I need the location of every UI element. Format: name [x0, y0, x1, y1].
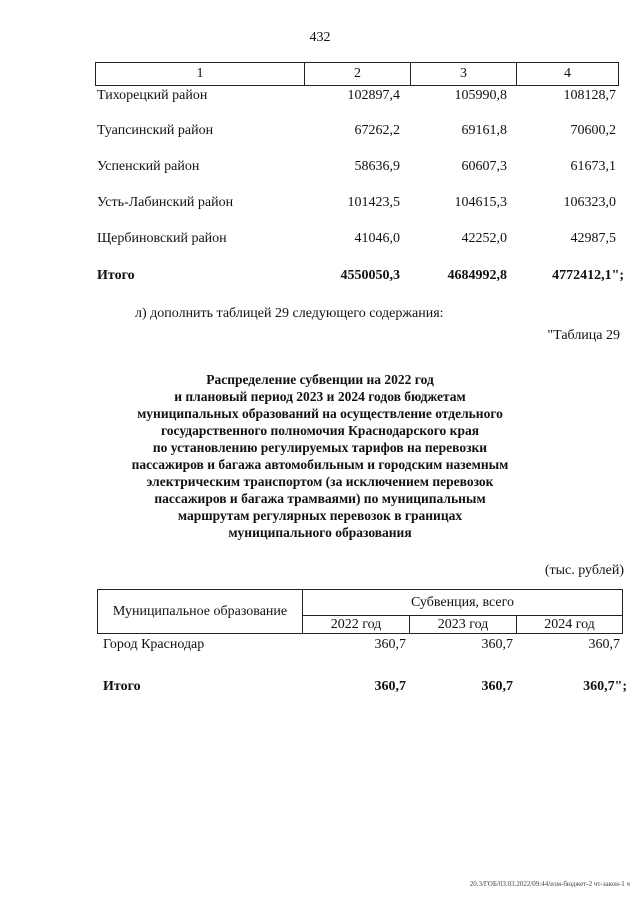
table1-header-col2: 2 [305, 63, 411, 85]
table-row [0, 159, 640, 179]
year-2023-header: 2023 год [410, 616, 517, 633]
value-2022: 58636,9 [354, 159, 400, 174]
title-line: муниципального образования [228, 525, 412, 540]
table-29-title [60, 371, 580, 541]
table1-header-col3: 3 [411, 63, 517, 85]
title-line: и плановый период 2023 и 2024 годов бюджетам [174, 389, 466, 404]
unit-label: (тыс. рублей) [544, 563, 624, 578]
table2-total-row [0, 679, 640, 699]
total-2022: 4550050,3 [340, 268, 400, 283]
value-2022: 102897,4 [347, 88, 400, 103]
year-2022-header: 2022 год [303, 616, 410, 633]
value-2022: 41046,0 [354, 231, 400, 246]
total-label: Итого [103, 679, 141, 694]
table-row [0, 195, 640, 215]
value-2022: 67262,2 [354, 123, 400, 138]
title-line: электрическим транспортом (за исключением перевозок [146, 474, 494, 489]
page-number: 432 [309, 30, 331, 45]
document-footer-code: 20.3/ГОБ/03.03.2022/09:44/изм-бюджет-2 чт-закон-1 ч [469, 880, 630, 888]
title-line: маршрутам регулярных перевозок в границах [177, 508, 463, 523]
table-29-label: "Таблица 29 [547, 328, 620, 343]
row-name: Город Краснодар [103, 637, 205, 652]
row-name: Щербиновский район [97, 231, 227, 246]
value-2023: 42252,0 [461, 231, 507, 246]
value-2024: 61673,1 [570, 159, 616, 174]
title-line: пассажиров и багажа автомобильным и городским наземным [131, 457, 509, 472]
total-2022: 360,7 [374, 679, 406, 694]
title-line: Распределение субвенции на 2022 год [206, 372, 434, 387]
table-row [0, 88, 640, 108]
table1-header-col1: 1 [96, 63, 305, 85]
value-2024: 106323,0 [563, 195, 616, 210]
row-name: Усть-Лабинский район [97, 195, 234, 210]
title-line: пассажиров и багажа трамваями) по муниципальным [154, 491, 486, 506]
table1-header-col4: 4 [564, 66, 571, 81]
row-name: Тихорецкий район [97, 88, 208, 103]
amendment-paragraph: л) дополнить таблицей 29 следующего содержания: [135, 306, 444, 321]
table-row [0, 637, 640, 657]
title-line: государственного полномочия Краснодарского края [160, 423, 480, 438]
value-2023: 104615,3 [454, 195, 507, 210]
table2-header [97, 589, 623, 634]
total-2024: 360,7"; [583, 679, 627, 694]
total-2023: 360,7 [481, 679, 513, 694]
value-2023: 105990,8 [454, 88, 507, 103]
subvention-column-header: Субвенция, всего [303, 590, 622, 616]
total-2023: 4684992,8 [447, 268, 507, 283]
year-2024-header: 2024 год [544, 617, 595, 632]
value-2024: 360,7 [588, 637, 620, 652]
total-label: Итого [97, 268, 135, 283]
row-name: Успенский район [97, 159, 200, 174]
value-2024: 108128,7 [563, 88, 616, 103]
municipality-column-header: Муниципальное образование [98, 590, 303, 633]
title-line: по установлению регулируемых тарифов на перевозки [152, 440, 488, 455]
table1-total-row [0, 268, 640, 288]
table-row [0, 123, 640, 143]
value-2022: 101423,5 [347, 195, 400, 210]
table-row [0, 231, 640, 251]
table1-header [95, 62, 619, 86]
value-2023: 60607,3 [461, 159, 507, 174]
value-2023: 360,7 [481, 637, 513, 652]
value-2024: 70600,2 [570, 123, 616, 138]
total-2024: 4772412,1"; [552, 268, 624, 283]
value-2024: 42987,5 [570, 231, 616, 246]
value-2023: 69161,8 [461, 123, 507, 138]
row-name: Туапсинский район [97, 123, 214, 138]
title-line: муниципальных образований на осуществление отдельного [137, 406, 503, 421]
value-2022: 360,7 [374, 637, 406, 652]
